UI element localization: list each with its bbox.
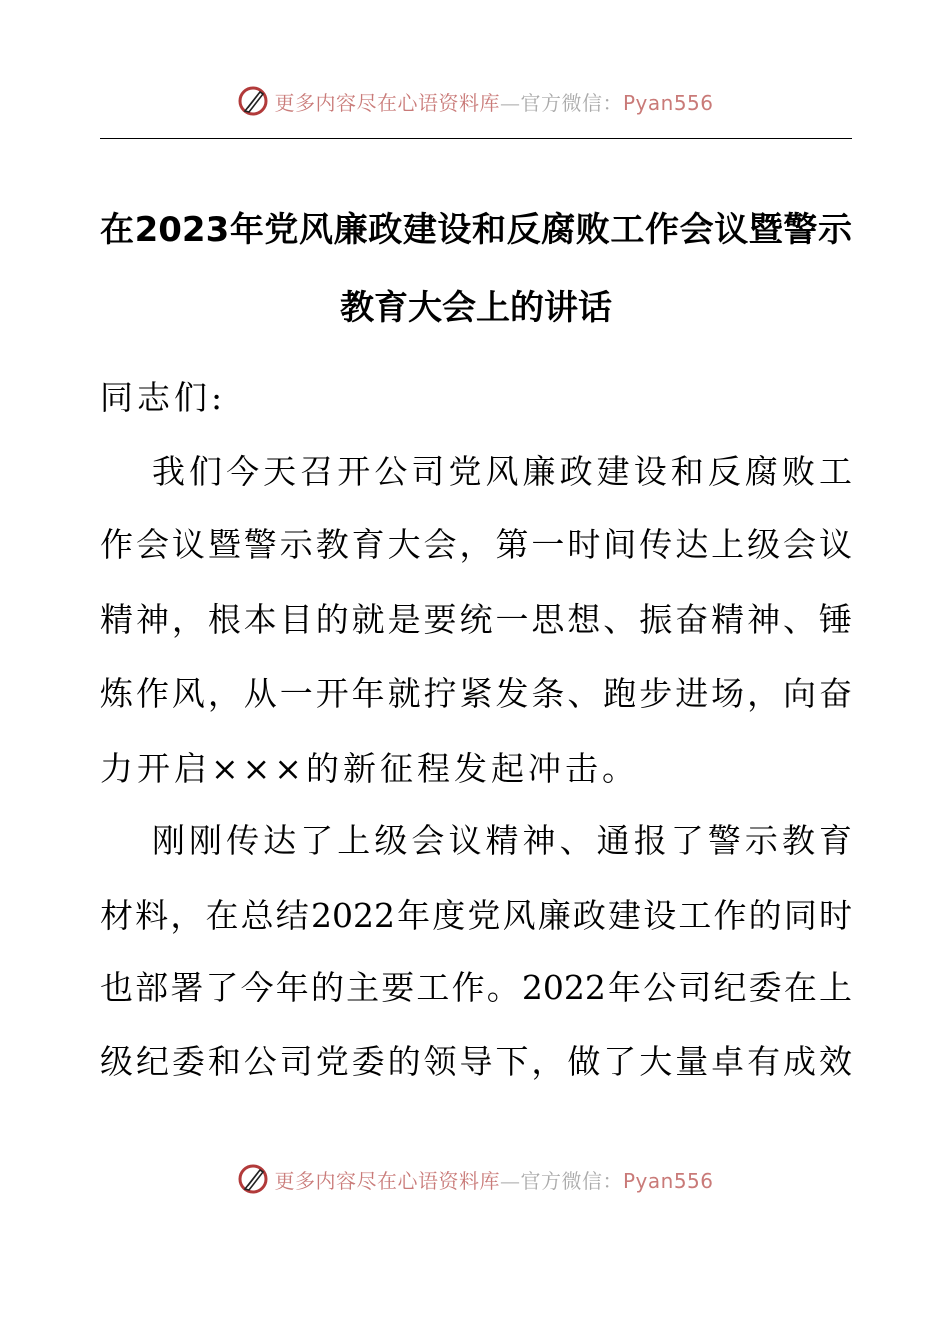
paragraph-2-line-2: 材料，在总结2022年度党风廉政建设工作的同时 bbox=[100, 896, 852, 935]
watermark-wechat-id: Pyan556 bbox=[622, 90, 714, 115]
paragraph-2-line-4: 级纪委和公司党委的领导下，做了大量卓有成效 bbox=[100, 1042, 852, 1081]
watermark-separator: — bbox=[499, 1168, 521, 1193]
paragraph-1-line-2: 作会议暨警示教育大会，第一时间传达上级会议 bbox=[100, 525, 852, 564]
paragraph-2-line-1: 刚刚传达了上级会议精神、通报了警示教育 bbox=[152, 821, 852, 860]
footer-watermark bbox=[0, 1162, 950, 1196]
quill-pen-circle-icon bbox=[236, 1162, 270, 1196]
watermark-wechat-label: 官方微信： bbox=[520, 1168, 623, 1193]
paragraph-1-line-1: 我们今天召开公司党风廉政建设和反腐败工 bbox=[152, 452, 852, 491]
header-watermark bbox=[0, 84, 950, 118]
watermark-wechat-id: Pyan556 bbox=[622, 1168, 714, 1193]
header-divider bbox=[100, 138, 852, 139]
paragraph-2-line-3: 也部署了今年的主要工作。2022年公司纪委在上 bbox=[100, 968, 852, 1007]
watermark-text bbox=[274, 87, 713, 116]
document-title-line-1: 在2023年党风廉政建设和反腐败工作会议暨警示 bbox=[100, 210, 852, 250]
watermark-wechat-label: 官方微信： bbox=[520, 90, 623, 115]
watermark-separator: — bbox=[499, 90, 521, 115]
watermark-text bbox=[274, 1165, 713, 1194]
document-title-line-2: 教育大会上的讲话 bbox=[340, 288, 612, 328]
watermark-site: 更多内容尽在心语资料库 bbox=[274, 1168, 500, 1193]
paragraph-1-line-5: 力开启×××的新征程发起冲击。 bbox=[100, 749, 639, 788]
salutation: 同志们: bbox=[100, 378, 227, 417]
watermark-site: 更多内容尽在心语资料库 bbox=[274, 90, 500, 115]
paragraph-1-line-3: 精神，根本目的就是要统一思想、振奋精神、锤 bbox=[100, 600, 852, 639]
quill-pen-circle-icon bbox=[236, 84, 270, 118]
paragraph-1-line-4: 炼作风，从一开年就拧紧发条、跑步进场，向奋 bbox=[100, 674, 852, 713]
